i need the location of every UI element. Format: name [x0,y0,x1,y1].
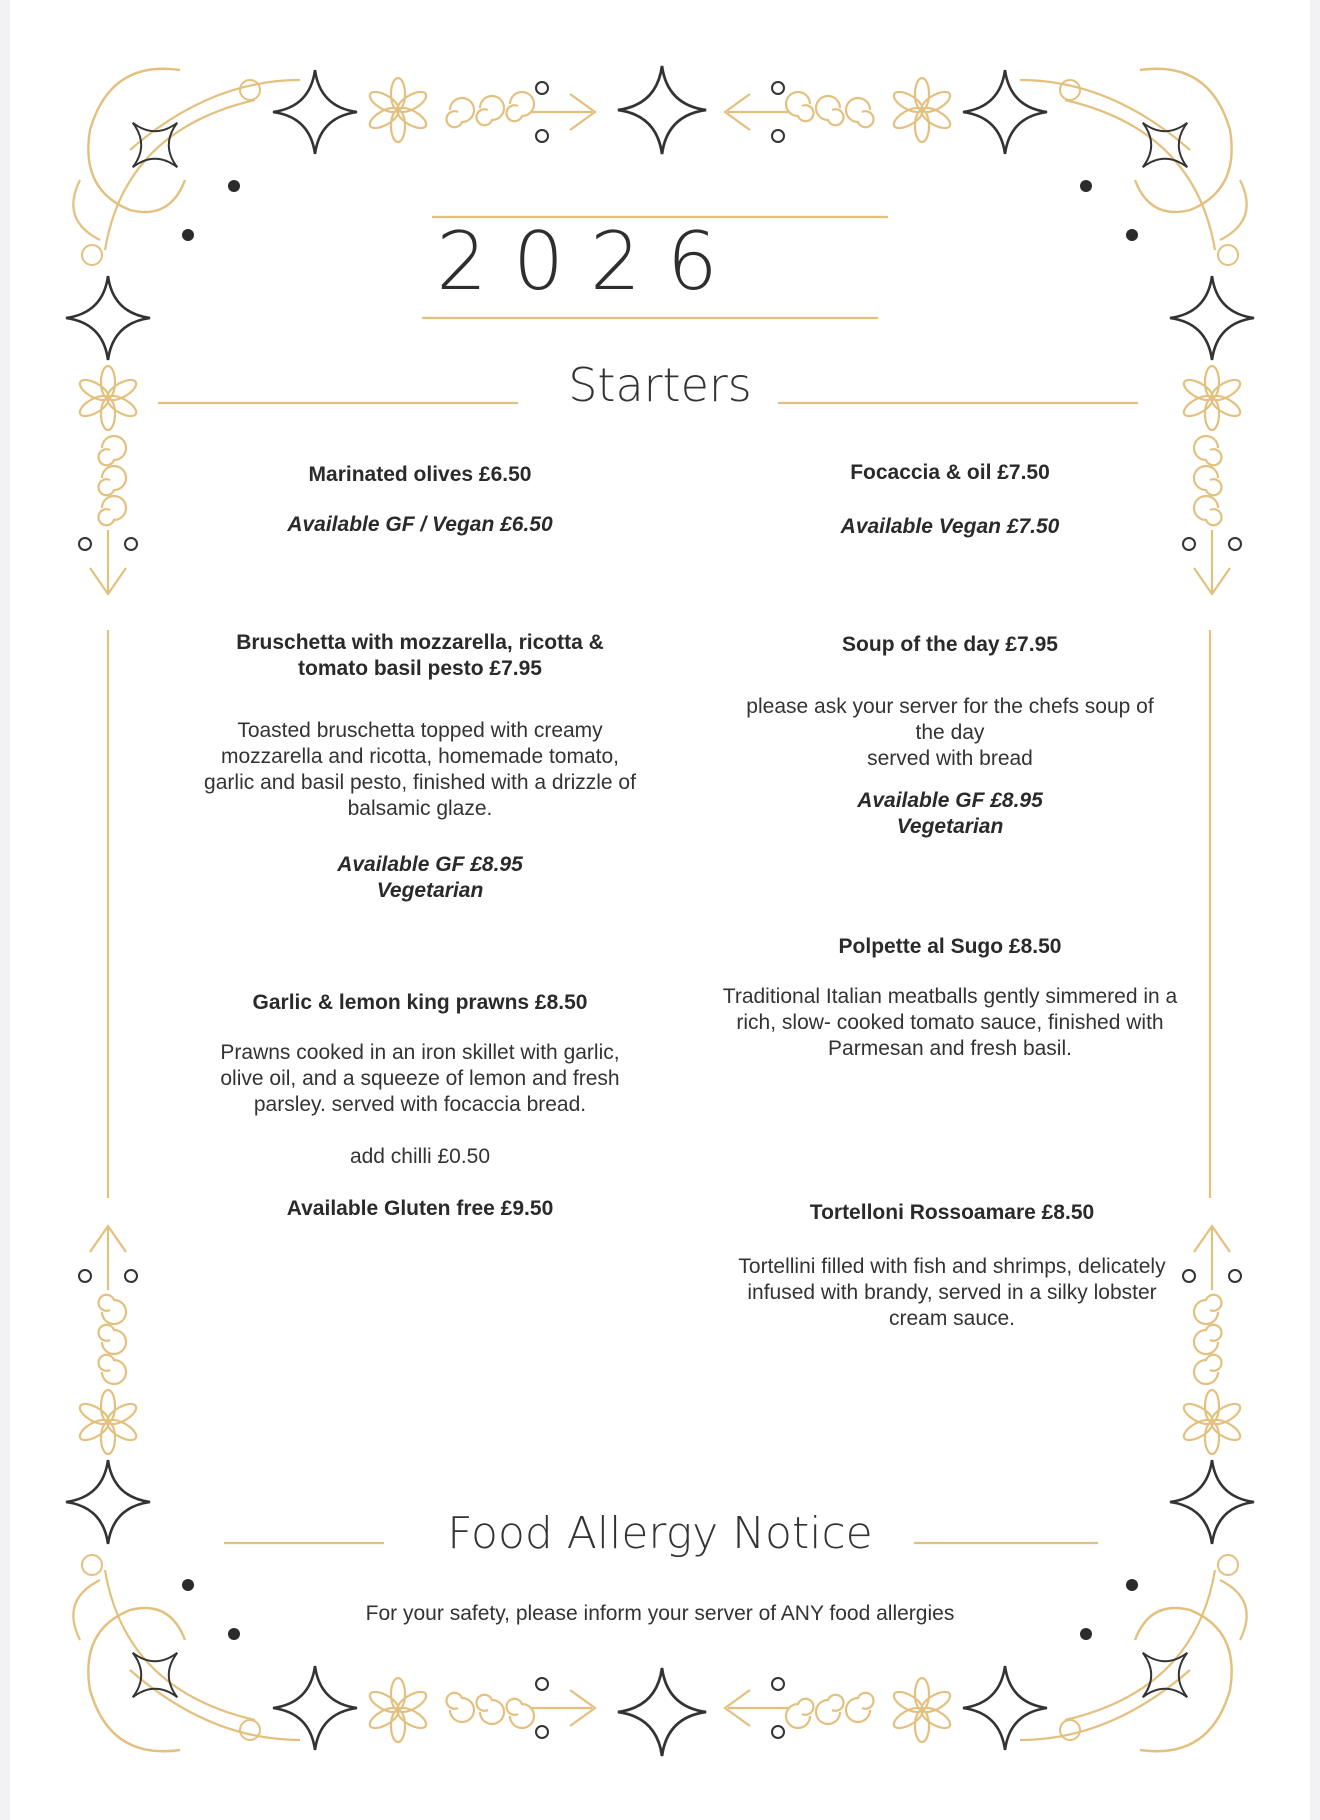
item-description-line: served with bread [867,747,1033,770]
item-name: Polpette al Sugo £8.50 [838,935,1062,958]
menu-item-bruschetta [195,630,645,904]
item-name: Soup of the day £7.95 [842,633,1058,656]
menu-item-olives [195,462,645,538]
item-description: Traditional Italian meatballs gently simmered in a rich, slow- cooked tomato sauce, finished with Parmesan and fresh basil. [722,985,1178,1060]
item-description: Toasted bruschetta topped with creamy mozzarella and ricotta, homemade tomato, garlic and basil pesto, finished with a drizzle of balsamic glaze. [204,719,636,820]
menu-year-title: 2026 [436,215,744,308]
item-availability: Available Vegan £7.50 [840,515,1060,538]
menu-item-prawns [195,990,645,1222]
item-description: Tortellini filled with fish and shrimps, delicately infused with brandy, served in a silky lobster cream sauce. [738,1255,1166,1330]
item-name: Bruschetta with mozzarella, ricotta & tomato basil pesto £7.95 [236,631,604,680]
menu-item-tortelloni [732,1200,1172,1332]
item-description: please ask your server for the chefs soup of the day [746,695,1154,744]
item-name: Garlic & lemon king prawns £8.50 [252,991,588,1014]
menu-page [10,0,1310,1820]
item-availability: Available GF / Vegan £6.50 [287,513,553,536]
item-description: Prawns cooked in an iron skillet with garlic, olive oil, and a squeeze of lemon and fresh parsley. served with focaccia bread. [220,1041,620,1116]
item-availability: Available Gluten free £9.50 [286,1197,554,1220]
menu-item-focaccia [715,460,1185,540]
allergy-notice-title: Food Allergy Notice [447,1508,873,1559]
item-availability: Available GF £8.95 [337,853,523,876]
item-name: Focaccia & oil £7.50 [850,461,1050,484]
allergy-notice-text: For your safety, please inform your server of ANY food allergies [365,1602,955,1625]
item-name: Tortelloni Rossoamare £8.50 [809,1201,1095,1224]
item-availability: Available GF £8.95 [857,789,1043,812]
menu-item-polpette [715,934,1185,1062]
item-name: Marinated olives £6.50 [308,463,532,486]
menu-item-soup [720,632,1180,840]
item-extra: add chilli £0.50 [349,1145,491,1168]
item-diet: Vegetarian [376,879,484,902]
item-diet: Vegetarian [896,815,1004,838]
section-title-starters: Starters [568,358,752,412]
